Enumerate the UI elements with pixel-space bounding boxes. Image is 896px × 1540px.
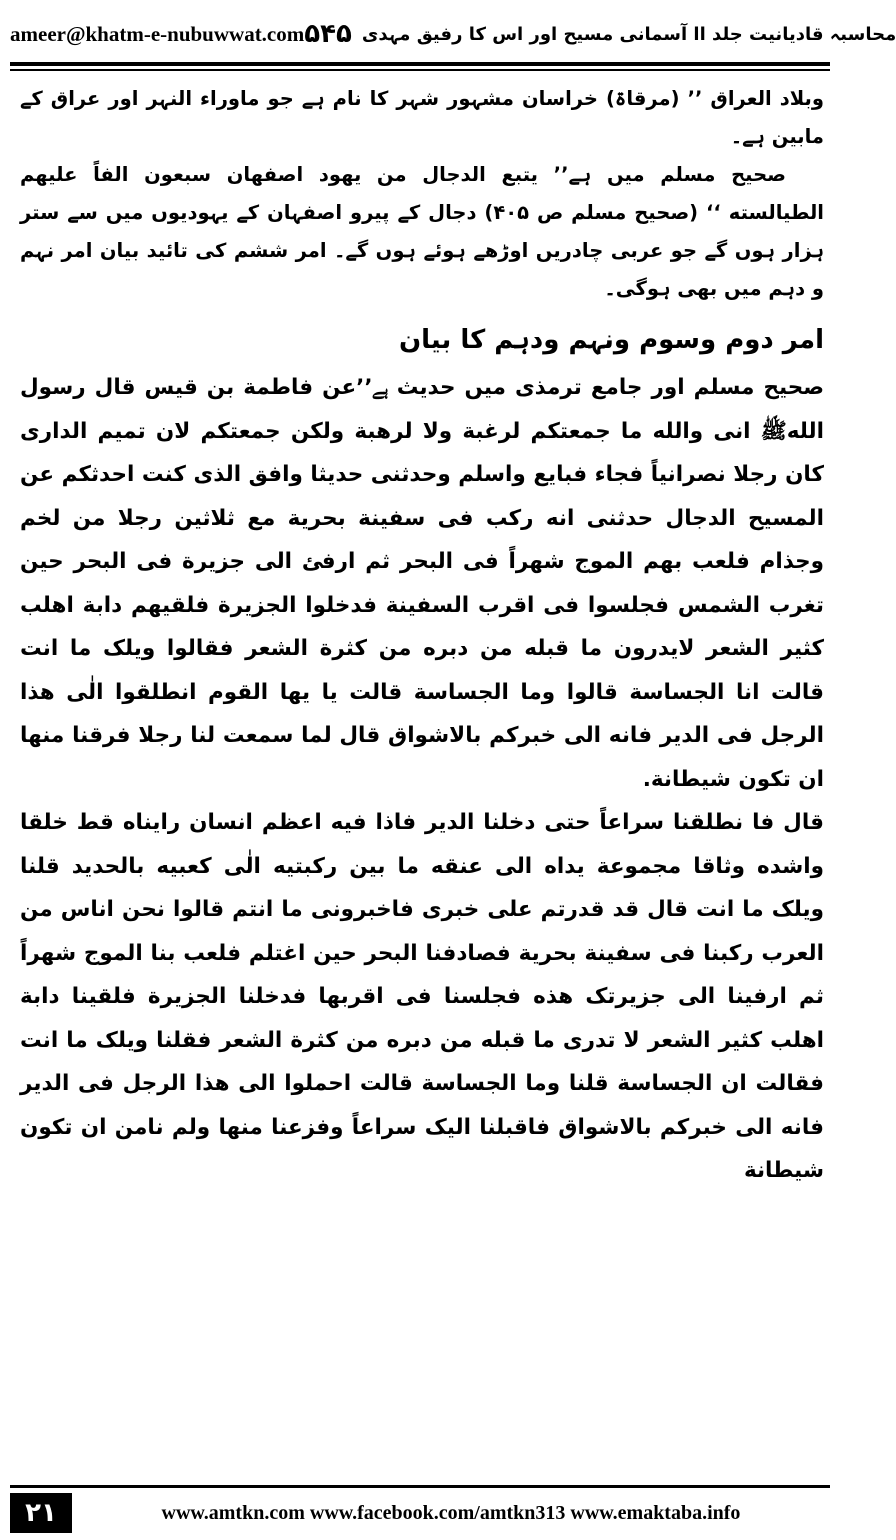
page-footer — [10, 1485, 830, 1534]
hadith-paragraph-1: صحیح مسلم اور جامع ترمذی میں حدیث ہے’’عن فاطمة بن قیس قال رسول اللهﷺ انی والله ما جمعتکم لرغبة ولا لرھبة ولکن جمعتکم لان تمیم الداری کان رجلا نصرانیاً فجاء فبایع واسلم وحدثنی حدیثا وافق الذی کنت احدثکم عن المسیح الدجال حدثنی انه رکب فی سفینة بحریة مع ثلاثین رجلا من لخم وجذام فلعب بھم الموج شھراً فی البحر ثم ارفئ الی جزیرة فی البحر حین تغرب الشمس فجلسوا فی اقرب السفینة فدخلوا الجزیرة فلقیھم دابة اھلب کثیر الشعر لایدرون ما قبله من دبره من کثرة الشعر فقالوا ویلک ما انت قالت انا الجساسة قالوا وما الجساسة قالت یا یھا القوم انطلقوا الٰی ھذا الرجل فی الدیر فانه الی خبرکم بالاشواق قال لما سمعت لنا رجلا فرقنا منھا ان تکون شیطانة. — [20, 375, 824, 792]
paragraph-1: وبلاد العراق ’’ (مرقاۃ) خراسان مشہور شہر کا نام ہے جو ماوراء النہر اور عراق کے مابین ہے۔ — [20, 87, 824, 148]
footer-page-number: ۲۱ — [10, 1493, 72, 1533]
footer-links[interactable]: www.amtkn.com www.facebook.com/amtkn313 www.emaktaba.info — [161, 1501, 741, 1524]
header-rule — [10, 62, 830, 66]
header-page-number: ۵۴۵ — [304, 19, 352, 49]
page-header — [10, 10, 896, 58]
section-heading: امر دوم وسوم ونہم ودہم کا بیان — [398, 325, 824, 355]
book-title: محاسبہ قادیانیت جلد اا آسمانی مسیح اور اس کا رفیق مہدی — [361, 23, 896, 45]
header-rule-thin — [10, 69, 830, 71]
paragraph-2: صحیح مسلم میں ہے’’ یتبع الدجال من یھود اصفھان سبعون الفاً علیھم الطیالسته ‘‘ (صحیح مسلم ص ۴۰۵) دجال کے پیرو اصفہان کے یہودیوں میں سے ستر ہزار ہوں گے جو عربی چادریں اوڑھے ہوئے ہوں گے۔ امر ششم کی تائید بیان امر نہم و دہم میں بھی ہوگی۔ — [20, 163, 824, 300]
header-title-group — [304, 19, 896, 49]
hadith-paragraph-2: قال فا نطلقنا سراعاً حتی دخلنا الدیر فاذا فیه اعظم انسان رایناه قط خلقا واشده وثاقا مجموعة یداه الی عنقه ما بین رکبتیه الٰی کعبیه بالحدید قلنا ویلک ما انت قال قد قدرتم علی خبری فاخبرونی ما انتم قالوا نحن اناس من العرب رکبنا فی سفینة بحریة فصادفنا البحر حین اغتلم فلعب بنا الموج شھراً ثم ارفینا الی جزیرتک ھذه فجلسنا فی اقربھا فدخلنا الجزیرة فلقینا دابة اھلب کثیر الشعر لا تدری ما قبله من دبره من کثرة الشعر فقلنا ویلک ما انت فقالت ان الجساسة قلنا وما الجساسة قالت احملوا الی ھذا الرجل فی الدیر فانه الی خبرکم بالاشواق فاقبلنا الیک سراعاً وفزعنا منھا ولم نامن ان تکون شیطانة — [20, 810, 824, 1183]
header-email[interactable]: ameer@khatm-e-nubuwwat.com — [10, 21, 305, 46]
page-body — [20, 80, 824, 1480]
